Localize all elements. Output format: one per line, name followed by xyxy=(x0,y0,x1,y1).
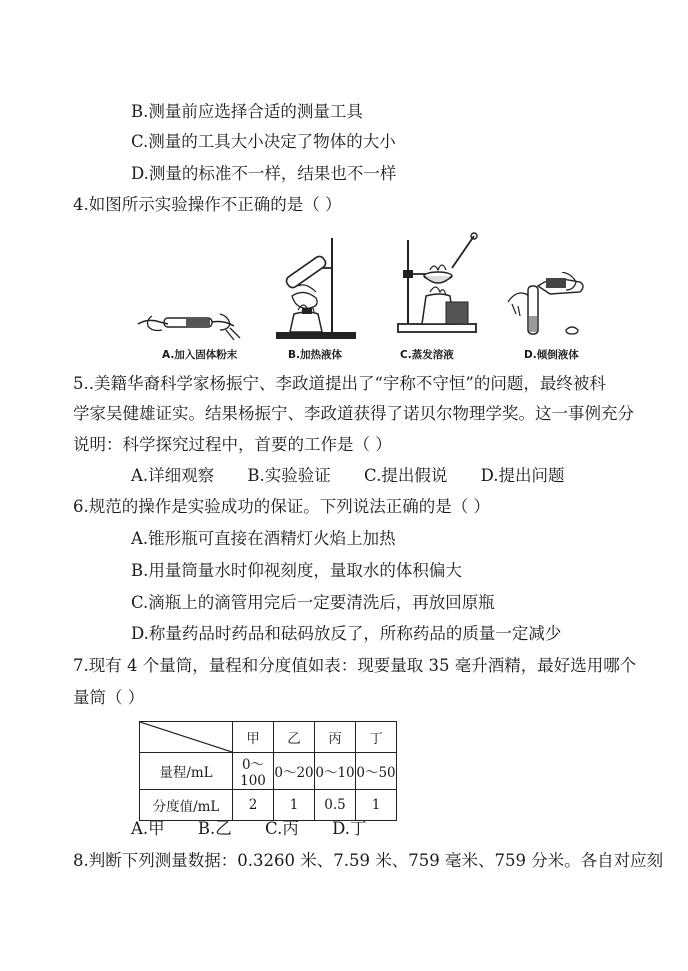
q4-stem: 4.如图所示实验操作不正确的是（ ） xyxy=(73,195,342,214)
table-header: 乙 xyxy=(274,722,315,753)
table-diagonal-cell xyxy=(140,722,233,753)
q7-choice-d: D.丁 xyxy=(332,819,367,838)
table-header: 甲 xyxy=(233,722,274,753)
q4-caption-c: C.蒸发溶液 xyxy=(400,349,454,361)
q6-option-b: B.用量筒量水时仰视刻度，量取水的体积偏大 xyxy=(131,561,462,580)
q4-caption-d: D.倾倒液体 xyxy=(524,349,579,361)
table-cell: 0～50 xyxy=(356,753,397,790)
q5-line3: 说明：科学探究过程中，首要的工作是（ ） xyxy=(73,435,392,454)
table-cell: 2 xyxy=(233,790,274,821)
q5-choice-c: C.提出假说 xyxy=(364,466,448,485)
test-tube-powder-icon xyxy=(130,302,245,342)
q8-line1: 8.判断下列测量数据：0.3260 米、7.59 米、759 毫米、759 分米。各自对应刻 xyxy=(73,851,664,870)
q5-choices xyxy=(131,465,592,487)
heating-liquid-icon xyxy=(272,232,362,342)
q4-figures xyxy=(130,238,600,368)
q6-stem: 6.规范的操作是实验成功的保证。下列说法正确的是（ ） xyxy=(73,497,490,516)
q5-line2: 学家吴健雄证实。结果杨振宁、李政道获得了诺贝尔物理学奖。这一事例充分 xyxy=(73,404,634,423)
table-row xyxy=(140,790,397,821)
table-cell: 0.5 xyxy=(315,790,356,821)
table-header: 丙 xyxy=(315,722,356,753)
q4-caption-a: A.加入固体粉末 xyxy=(162,349,238,361)
table-cell: 0～100 xyxy=(233,753,274,790)
q7-table xyxy=(139,721,397,821)
row-label: 分度值/mL xyxy=(140,790,233,821)
q4-caption-b: B.加热液体 xyxy=(288,349,342,361)
table-cell: 0～10 xyxy=(315,753,356,790)
q7-choice-b: B.乙 xyxy=(197,819,232,838)
q7-choice-c: C.丙 xyxy=(265,819,299,838)
table-cell: 1 xyxy=(274,790,315,821)
q7-choice-a: A.甲 xyxy=(131,819,165,838)
q5-choice-d: D.提出问题 xyxy=(480,466,565,485)
row-label: 量程/mL xyxy=(140,753,233,790)
table-row xyxy=(140,753,397,790)
table-header: 丁 xyxy=(356,722,397,753)
diagonal-line xyxy=(140,722,232,752)
evaporating-dish-icon xyxy=(396,230,481,342)
q5-choice-a: A.详细观察 xyxy=(131,466,215,485)
q7-line1: 7.现有 4 个量筒，量程和分度值如表：现要量取 35 毫升酒精，最好选用哪个 xyxy=(73,656,637,675)
q6-option-d: D.称量药品时药品和砝码放反了，所称药品的质量一定减少 xyxy=(131,624,562,643)
q7-line2: 量筒（ ） xyxy=(73,688,145,707)
q6-option-a: A.锥形瓶可直接在酒精灯火焰上加热 xyxy=(131,529,396,548)
q3-option-b: B.测量前应选择合适的测量工具 xyxy=(131,102,363,121)
table-cell: 0～20 xyxy=(274,753,315,790)
q3-option-c: C.测量的工具大小决定了物体的大小 xyxy=(131,132,396,151)
pouring-liquid-icon xyxy=(502,272,592,342)
table-cell: 1 xyxy=(356,790,397,821)
q7-choices xyxy=(131,818,394,840)
q6-option-c: C.滴瓶上的滴管用完后一定要清洗后，再放回原瓶 xyxy=(131,593,495,612)
q5-choice-b: B.实验验证 xyxy=(247,466,331,485)
q3-option-d: D.测量的标准不一样，结果也不一样 xyxy=(131,164,397,183)
q5-line1: 5..美籍华裔科学家杨振宁、李政道提出了“宇称不守恒”的问题，最终被科 xyxy=(73,374,606,393)
